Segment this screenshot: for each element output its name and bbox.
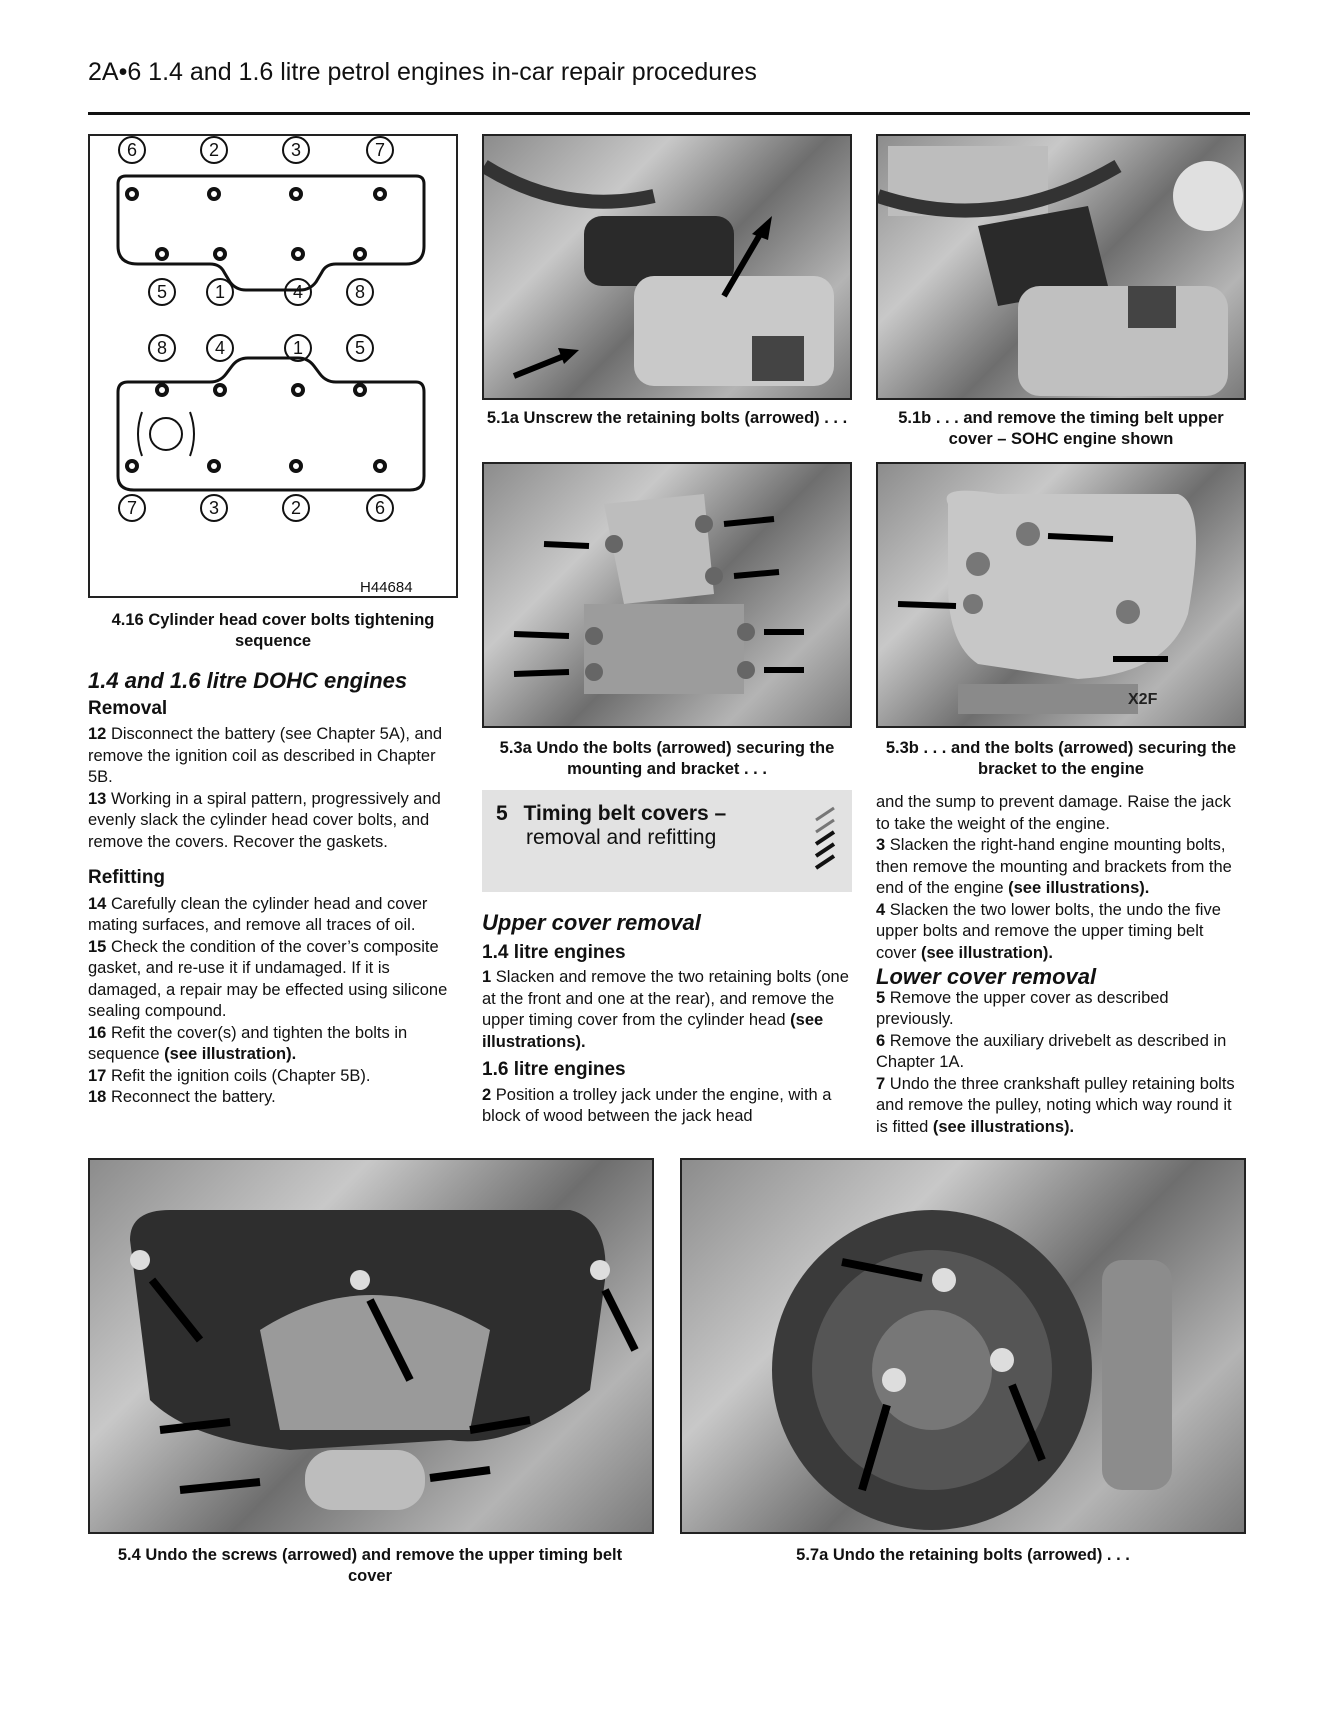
para-7: Undo the three crankshaft pulley retaining bolts and remove the pulley, noting which way round it is fitted bbox=[876, 1074, 1235, 1136]
photo-5-3b bbox=[876, 462, 1246, 728]
para-1: Slacken and remove the two retaining bolts (one at the front and one at the rear), and remove the upper timing cover from the cylinder head bbox=[482, 968, 849, 1029]
caption-5-4: 5.4 Undo the screws (arrowed) and remove the upper timing belt cover bbox=[117, 1546, 623, 1585]
heading-removal: Removal bbox=[88, 697, 168, 719]
photo-5-1b bbox=[876, 134, 1246, 400]
column-2 bbox=[482, 912, 852, 1128]
difficulty-spanner-icon bbox=[810, 806, 840, 880]
diagram-num: 4 bbox=[292, 282, 304, 302]
caption-5-1a: 5.1a Unscrew the retaining bolts (arrowed) . . . bbox=[486, 409, 848, 427]
page-header: 2A•6 1.4 and 1.6 litre petrol engines in-car repair procedures bbox=[88, 58, 757, 86]
diagram-num: 6 bbox=[374, 498, 386, 518]
section-subtitle: removal and refitting bbox=[526, 826, 717, 849]
diagram-num: 7 bbox=[374, 140, 386, 160]
caption-5-3a: 5.3a Undo the bolts (arrowed) securing the mounting and bracket . . . bbox=[499, 739, 835, 778]
para-18: Reconnect the battery. bbox=[110, 1088, 276, 1106]
diagram-num: 1 bbox=[214, 282, 226, 302]
heading-refitting: Refitting bbox=[88, 867, 166, 888]
diagram-num: 3 bbox=[290, 140, 302, 160]
diagram-num: 8 bbox=[354, 282, 366, 302]
para-num: 4 bbox=[876, 900, 886, 919]
para-1-ref: (see illustrations). bbox=[482, 1011, 824, 1051]
para-num: 6 bbox=[876, 1031, 886, 1050]
diagram-num: 6 bbox=[126, 140, 138, 160]
figure-4-16-diagram bbox=[88, 134, 458, 598]
para-num: 5 bbox=[876, 988, 886, 1007]
para-6: Remove the auxiliary drivebelt as described in Chapter 1A. bbox=[876, 1031, 1227, 1071]
para-num: 16 bbox=[88, 1023, 107, 1042]
para-num: 2 bbox=[482, 1085, 492, 1104]
para-num: 12 bbox=[88, 725, 107, 743]
para-12: Disconnect the battery (see Chapter 5A), and remove the ignition coil as described in Chapter 5B. bbox=[88, 725, 443, 786]
para-4-ref: (see illustration). bbox=[920, 943, 1053, 962]
heading-upper-cover: Upper cover removal bbox=[482, 910, 701, 935]
para-num: 18 bbox=[88, 1088, 107, 1106]
diagram-num: 5 bbox=[156, 282, 168, 302]
diagram-num: 4 bbox=[214, 338, 226, 358]
para-13: Working in a spiral pattern, progressively and evenly slack the cylinder head cover bolts, and remove the covers. Recover the gaskets. bbox=[88, 789, 441, 851]
para-4: Slacken the two lower bolts, the undo the five upper bolts and remove the upper timing belt cover bbox=[876, 900, 1221, 962]
heading-dohc: 1.4 and 1.6 litre DOHC engines bbox=[88, 668, 408, 693]
para-7-ref: (see illustrations). bbox=[932, 1117, 1075, 1136]
column-1 bbox=[88, 670, 458, 1109]
diagram-num: 7 bbox=[126, 498, 138, 518]
diagram-num: 5 bbox=[354, 338, 366, 358]
para-num: 15 bbox=[88, 937, 107, 956]
para-num: 14 bbox=[88, 894, 107, 913]
para-num: 7 bbox=[876, 1074, 886, 1093]
diagram-num: 2 bbox=[290, 498, 302, 518]
section-title: Timing belt covers – bbox=[523, 802, 727, 825]
photo-5-4 bbox=[88, 1158, 654, 1534]
heading-16: 1.6 litre engines bbox=[482, 1059, 626, 1080]
caption-5-3b: 5.3b . . . and the bolts (arrowed) securing the bracket to the engine bbox=[885, 739, 1237, 778]
diagram-ref: H44684 bbox=[360, 579, 413, 596]
para-3-ref: (see illustrations). bbox=[1008, 879, 1150, 897]
para-2: Position a trolley jack under the engine, with a block of wood between the jack head bbox=[482, 1085, 832, 1125]
para-num: 3 bbox=[876, 836, 886, 854]
diagram-num: 1 bbox=[292, 338, 304, 358]
section-5-box bbox=[482, 790, 852, 892]
para-16-ref: (see illustration). bbox=[164, 1045, 297, 1063]
photo-5-7a bbox=[680, 1158, 1246, 1534]
para-15: Check the condition of the cover’s composite gasket, and re-use it if undamaged. If it is damaged, a repair may be effected using silicone sealing compound. bbox=[88, 937, 448, 1020]
photo-5-3a bbox=[482, 462, 852, 728]
para-5: Remove the upper cover as described previously. bbox=[876, 988, 1169, 1028]
diagram-num: 2 bbox=[208, 140, 220, 160]
para-2-cont: and the sump to prevent damage. Raise the jack to take the weight of the engine. bbox=[876, 793, 1231, 833]
para-3: Slacken the right-hand engine mounting bolts, then remove the mounting and brackets from the end of the engine bbox=[876, 836, 1232, 897]
photo-label: X2F bbox=[1128, 691, 1158, 708]
para-17: Refit the ignition coils (Chapter 5B). bbox=[110, 1066, 371, 1085]
heading-14: 1.4 litre engines bbox=[482, 941, 626, 963]
caption-4-16: 4.16 Cylinder head cover bolts tightening sequence bbox=[111, 611, 435, 650]
para-14: Carefully clean the cylinder head and cover mating surfaces, and remove all traces of oil. bbox=[88, 894, 428, 934]
heading-lower-cover: Lower cover removal bbox=[876, 964, 1097, 989]
diagram-num: 3 bbox=[208, 498, 220, 518]
para-num: 13 bbox=[88, 789, 107, 808]
column-3 bbox=[876, 792, 1246, 1138]
para-16: Refit the cover(s) and tighten the bolts in sequence bbox=[88, 1023, 408, 1063]
caption-5-1b: 5.1b . . . and remove the timing belt upper cover – SOHC engine shown bbox=[898, 409, 1224, 448]
diagram-num: 8 bbox=[156, 338, 168, 358]
photo-5-1a bbox=[482, 134, 852, 400]
caption-5-7a: 5.7a Undo the retaining bolts (arrowed) . . . bbox=[796, 1546, 1130, 1564]
para-num: 1 bbox=[482, 968, 492, 986]
section-number: 5 bbox=[496, 802, 508, 825]
para-num: 17 bbox=[88, 1066, 107, 1085]
header-rule bbox=[88, 112, 1250, 115]
